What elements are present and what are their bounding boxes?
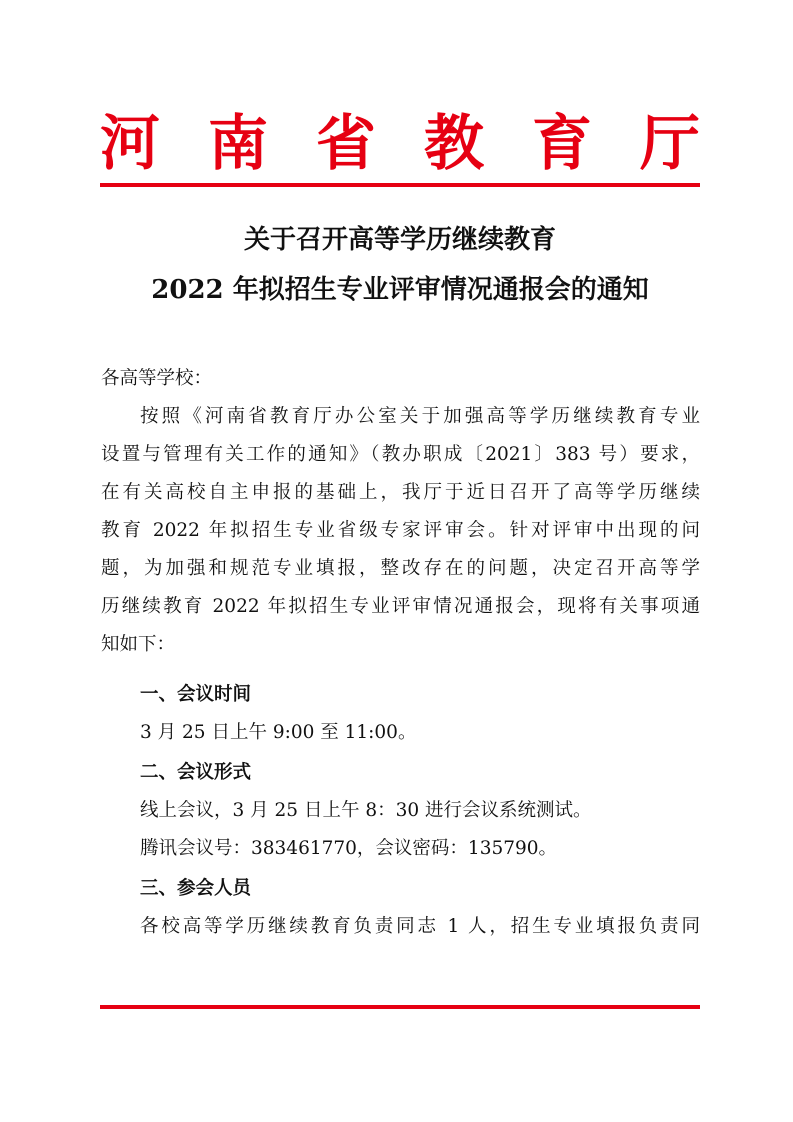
paragraph-line: 知如下：	[101, 634, 176, 655]
document-title-line-2: 2022 年拟招生专业评审情况通报会的通知	[151, 275, 649, 305]
masthead-char: 厅	[640, 109, 700, 179]
masthead-divider	[100, 183, 700, 187]
meeting-credentials: 腾讯会议号：383461770，会议密码：135790。	[140, 838, 558, 859]
paragraph-line: 教育 2022 年拟招生专业省级专家评审会。针对评审中出现的问	[101, 520, 700, 541]
paragraph-line: 按照《河南省教育厅办公室关于加强高等学历继续教育专业	[140, 406, 700, 427]
paragraph-line: 在有关高校自主申报的基础上，我厅于近日召开了高等学历继续	[101, 482, 700, 503]
meeting-time: 3 月 25 日上午 9:00 至 11:00。	[140, 722, 417, 743]
section-heading-attendees: 三、参会人员	[140, 878, 252, 899]
meeting-format: 线上会议，3 月 25 日上午 8：30 进行会议系统测试。	[140, 800, 592, 821]
section-heading-format: 二、会议形式	[140, 762, 252, 783]
paragraph-line: 历继续教育 2022 年拟招生专业评审情况通报会，现将有关事项通	[101, 596, 700, 617]
masthead-char: 教	[424, 109, 484, 179]
section-heading-time: 一、会议时间	[140, 684, 252, 705]
masthead-char: 省	[316, 109, 376, 179]
page-footer-divider	[100, 1005, 700, 1009]
masthead	[100, 108, 700, 180]
masthead-char: 育	[532, 109, 592, 179]
attendees-line: 各校高等学历继续教育负责同志 1 人，招生专业填报负责同	[140, 916, 700, 937]
masthead-char: 河	[100, 109, 160, 179]
salutation: 各高等学校：	[101, 368, 213, 389]
paragraph-line: 题，为加强和规范专业填报，整改存在的问题，决定召开高等学	[101, 558, 700, 579]
masthead-char: 南	[208, 109, 268, 179]
document-title-line-1: 关于召开高等学历继续教育	[243, 225, 556, 255]
paragraph-line: 设置与管理有关工作的通知》（教办职成〔2021〕383 号）要求，	[101, 444, 700, 465]
